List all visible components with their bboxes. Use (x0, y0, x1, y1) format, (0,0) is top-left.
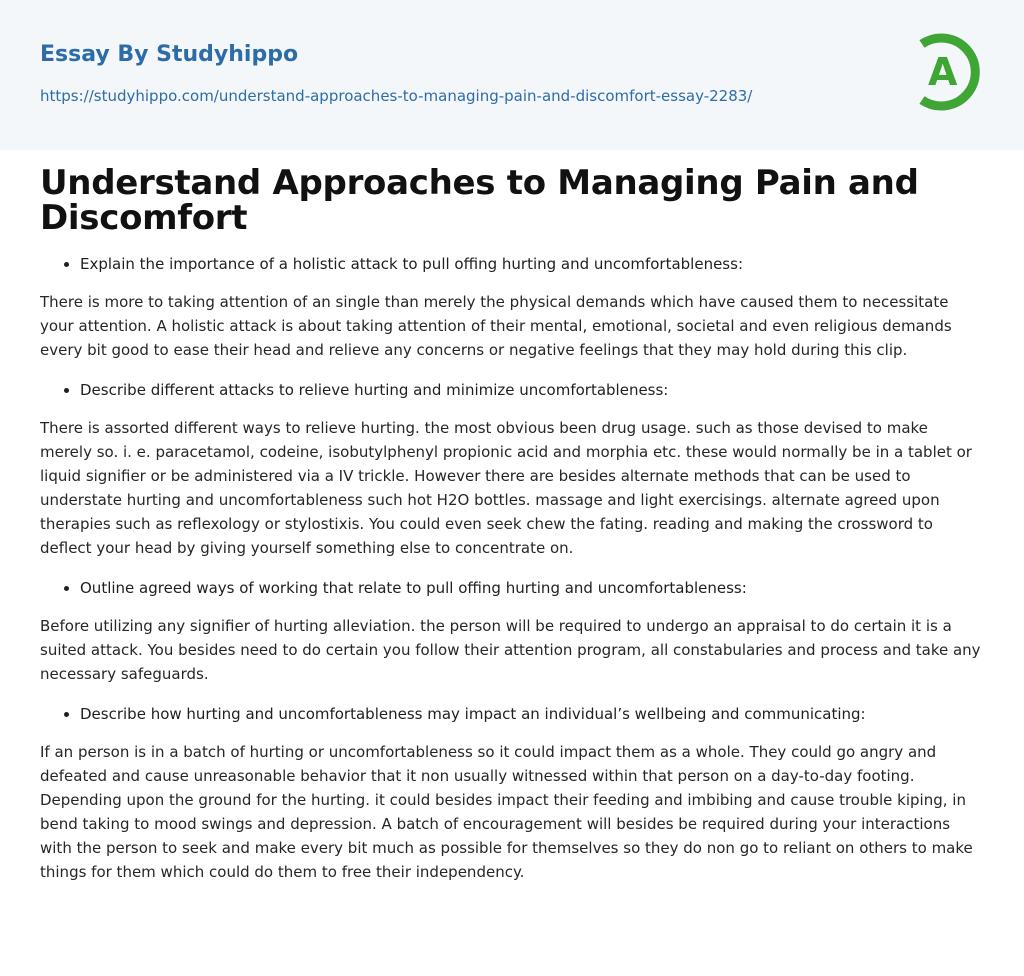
article-title: Understand Approaches to Managing Pain and Discomfort (40, 163, 919, 238)
section-heading: • Describe different attacks to relieve hurting and minimize uncomfortableness: (80, 378, 984, 402)
section-heading-list (40, 702, 984, 726)
section-paragraph: If an person is in a batch of hurting or uncomfortableness so it could impact them as a whole. They could go angry and defeated and cause unreasonable behavior that it non usually witnessed within that person on a day-to-day footing. Depending upon the ground for the hurting. it could besides impact their feeding and imbibing and cause trouble kiping, in bend taking to mood swings and depression. A batch of encouragement will besides be required during your interactions with the person to seek and make every bit much as possible for themselves so they do non go to reliant on others to make things for them which could do them to free their independency. (40, 743, 973, 881)
section-heading-list (40, 576, 984, 600)
section-heading-list (40, 252, 984, 276)
section-heading-list (40, 378, 984, 402)
source-url-link[interactable]: https://studyhippo.com/understand-approaches-to-managing-pain-and-discomfort-essay-2283/ (40, 87, 753, 105)
article (0, 150, 1024, 884)
section-paragraph: There is assorted different ways to relieve hurting. the most obvious been drug usage. such as those devised to make merely so. i. e. paracetamol, codeine, isobutylphenyl propionic acid and morphia etc. these would normally be in a tablet or liquid signifier or be administered via a IV trickle. However there are besides alternate methods that can be used to understate hurting and uncomfortableness such hot H2O bottles. massage and light exercisings. alternate agreed upon therapies such as reflexology or stylostixis. You could even seek chew the fating. reading and making the crossword to deflect your head by giving yourself something else to concentrate on. (40, 419, 972, 557)
section-heading: • Outline agreed ways of working that relate to pull offing hurting and uncomfortableness: (80, 576, 984, 600)
site-brand: Essay By Studyhippo (40, 42, 299, 67)
logo-letter: A (928, 50, 958, 94)
section-paragraph: There is more to taking attention of an single than merely the physical demands which have caused them to necessitate your attention. A holistic attack is about taking attention of their mental, emotional, societal and even religious demands every bit good to ease their head and relieve any concerns or negative feelings that they may hold during this clip. (40, 293, 952, 359)
section-heading: • Explain the importance of a holistic attack to pull offing hurting and uncomfortableness: (80, 252, 984, 276)
section-paragraph: Before utilizing any signifier of hurting alleviation. the person will be required to undergo an appraisal to do certain it is a suited attack. You besides need to do certain you follow their attention program, all constabularies and process and take any necessary safeguards. (40, 617, 981, 683)
site-header (0, 0, 1024, 150)
section-heading: • Describe how hurting and uncomfortableness may impact an individual’s wellbeing and communicating: (80, 702, 984, 726)
studyhippo-logo-icon (900, 30, 984, 114)
